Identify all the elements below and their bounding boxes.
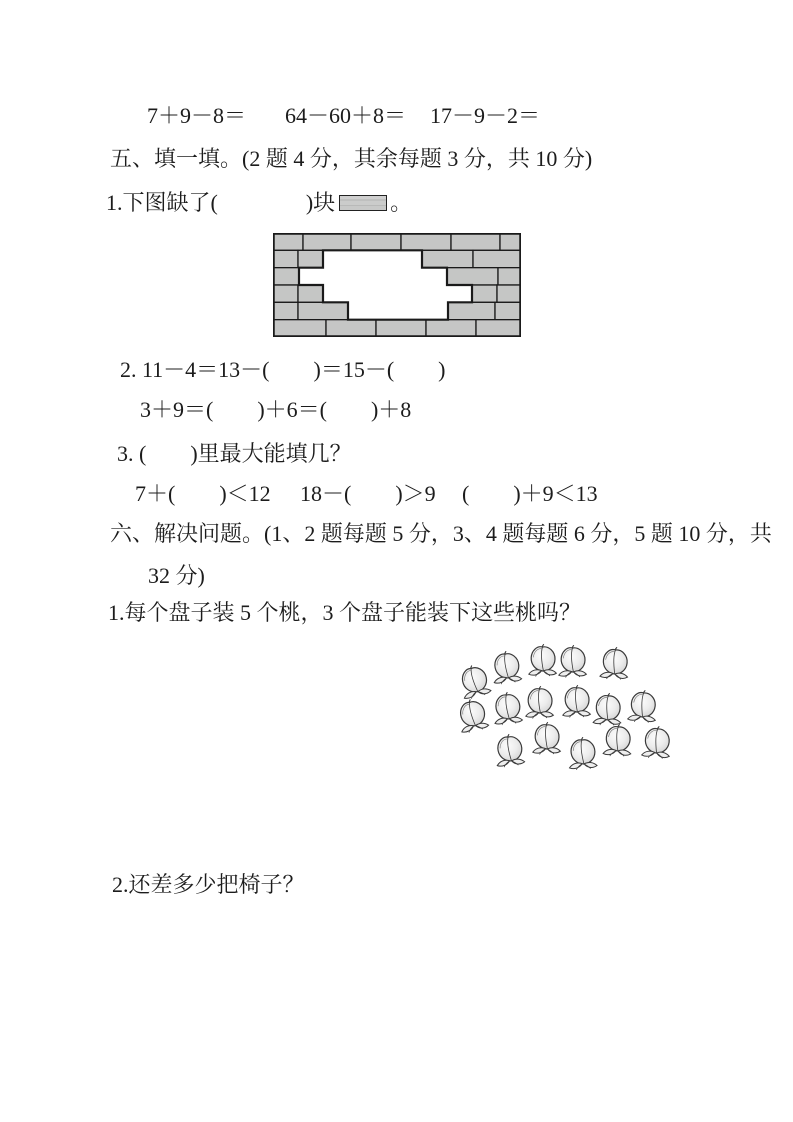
brick: [298, 285, 323, 302]
brick: [495, 302, 521, 319]
section5-q2-line2: 3＋9＝( )＋6＝( )＋8: [140, 397, 412, 422]
brick: [303, 233, 351, 250]
brick: [273, 250, 298, 267]
brick: [298, 302, 348, 319]
brick: [426, 320, 476, 337]
section6-q2: 2.还差多少把椅子？: [112, 872, 305, 897]
brick: [273, 302, 298, 319]
brick: [500, 233, 521, 250]
brick: [472, 285, 497, 302]
section6-header-line2: 32 分): [148, 563, 205, 588]
peach-icon: [600, 646, 630, 680]
brick: [326, 320, 376, 337]
brick: [476, 320, 521, 337]
section5-q1: [106, 190, 412, 215]
peach-icon: [491, 650, 522, 685]
brick-wall-svg: [273, 233, 521, 337]
brick: [497, 285, 521, 302]
peach-icon: [492, 691, 522, 726]
section5-q3-item3: ( )＋9＜13: [462, 481, 598, 506]
peach-icon: [642, 725, 672, 760]
equation-1: 7＋9－8＝: [147, 103, 247, 128]
brick: [451, 233, 500, 250]
brick: [298, 250, 323, 267]
section5-q1-prefix: 1.下图缺了( )块: [106, 190, 336, 215]
peach-icon: [559, 645, 587, 677]
brick: [448, 302, 495, 319]
brick: [422, 250, 473, 267]
brick: [351, 233, 401, 250]
brick: [498, 268, 521, 285]
peach-icon: [526, 686, 554, 718]
brick-icon: [339, 195, 387, 211]
brick: [273, 268, 299, 285]
peaches-figure: [450, 633, 685, 783]
section5-q3: 3. ( )里最大能填几？: [117, 441, 352, 466]
section5-header: 五、填一填。(2 题 4 分，其余每题 3 分，共 10 分): [110, 146, 593, 171]
peach-icon: [457, 662, 492, 700]
section5-q1-suffix: 。: [390, 190, 413, 215]
section5-q3-item2: 18－( )＞9: [300, 481, 436, 506]
peach-icon: [568, 737, 597, 771]
peach-icon: [563, 685, 591, 717]
brick: [273, 233, 303, 250]
brick: [447, 268, 498, 285]
brick: [401, 233, 451, 250]
section5-q2-line1: 2. 11－4＝13－( )＝15－( ): [120, 357, 446, 382]
section6-q1: 1.每个盘子装 5 个桃，3 个盘子能装下这些桃吗？: [108, 600, 582, 625]
peaches-svg: [450, 633, 685, 783]
peach-icon: [456, 697, 490, 734]
peach-icon: [529, 644, 557, 676]
equation-3: 17－9－2＝: [430, 103, 541, 128]
brick: [376, 320, 426, 337]
equation-2: 64－60＋8＝: [285, 103, 407, 128]
brick: [273, 285, 298, 302]
peach-icon: [628, 689, 658, 724]
peach-icon: [494, 733, 525, 768]
section5-q3-item1: 7＋( )＜12: [135, 481, 271, 506]
brick: [273, 320, 326, 337]
brick-wall-figure: [273, 233, 521, 337]
peach-icon: [533, 722, 561, 754]
peach-icon: [603, 723, 632, 757]
peach-icon: [593, 692, 622, 726]
brick: [473, 250, 521, 267]
section6-header-line1: 六、解决问题。(1、2 题每题 5 分，3、4 题每题 6 分，5 题 10 分，共: [110, 521, 772, 546]
